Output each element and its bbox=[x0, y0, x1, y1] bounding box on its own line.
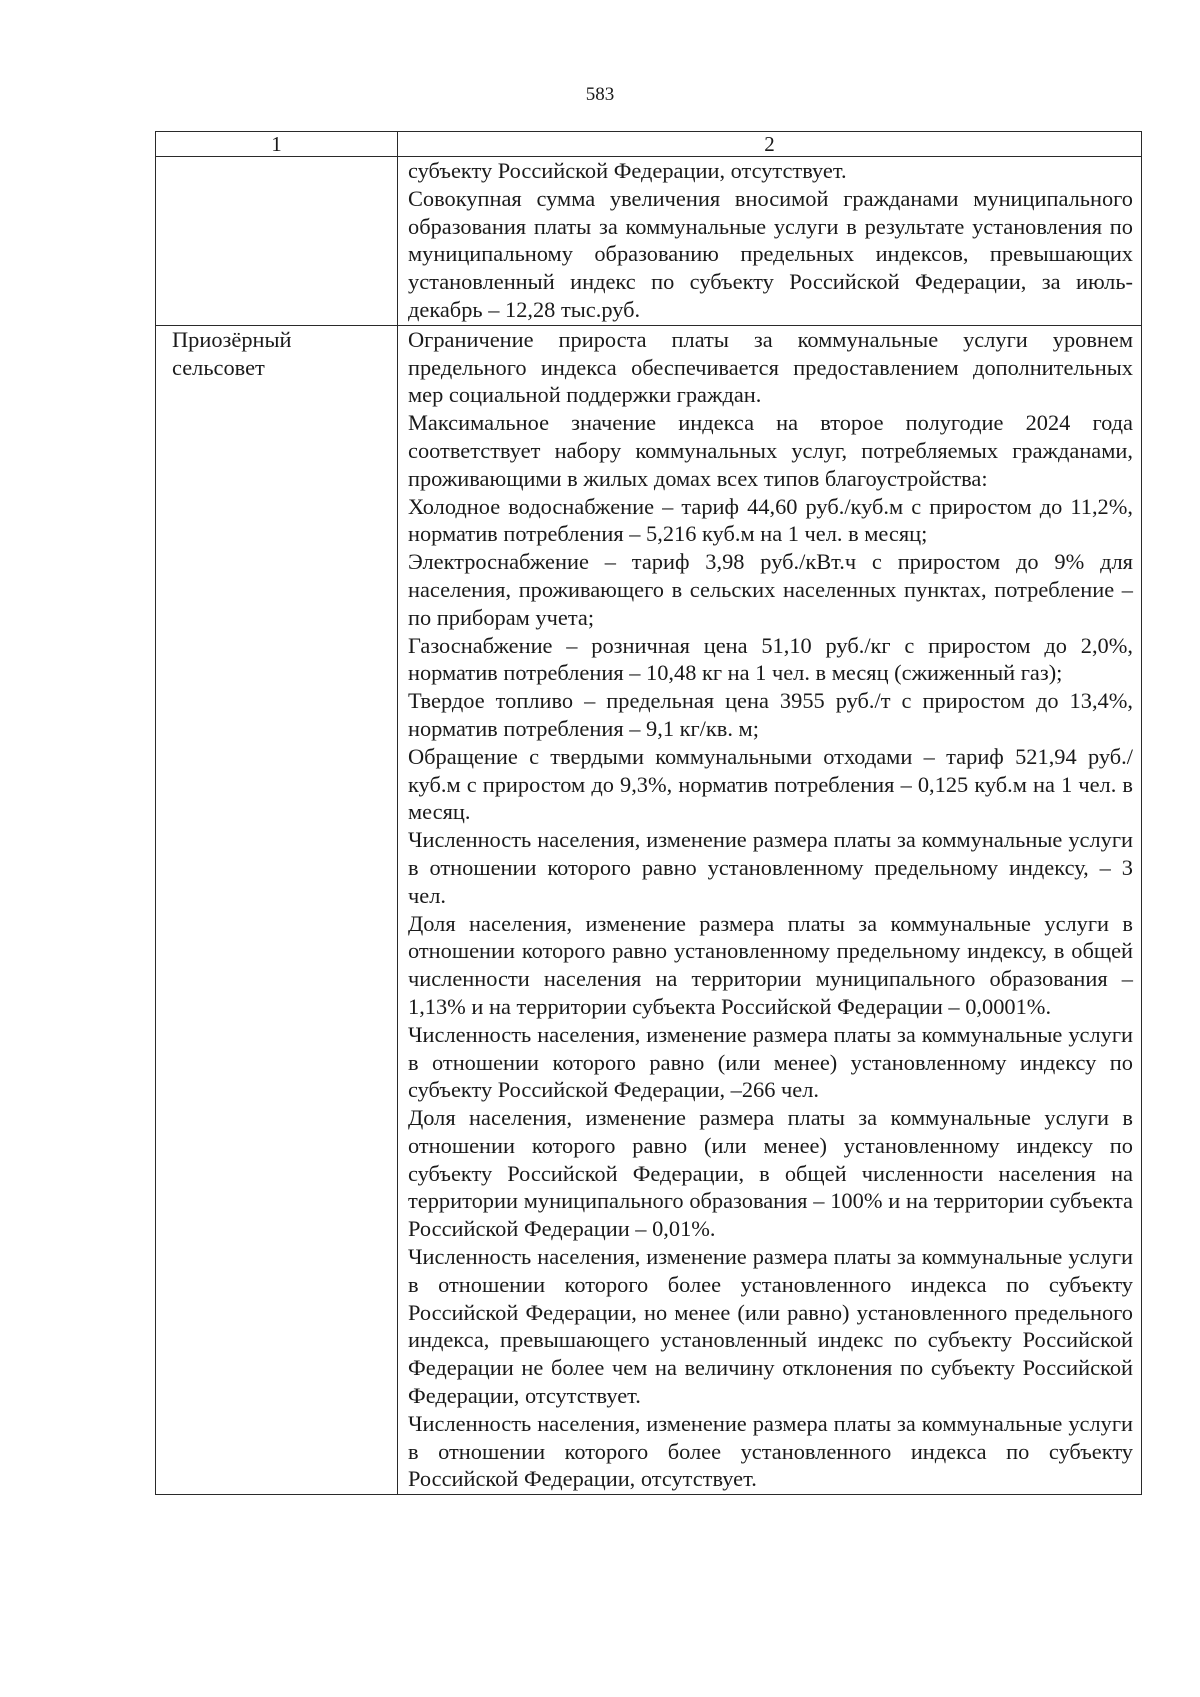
column-header-1: 1 bbox=[156, 132, 398, 157]
paragraph: Твердое топливо – предельная цена 3955 руб./т с приростом до 13,4%, норматив потребления – 9,1 кг/кв. м; bbox=[408, 688, 1133, 741]
paragraph: субъекту Российской Федерации, отсутствует. bbox=[408, 158, 847, 183]
column-header-2: 2 bbox=[398, 132, 1142, 157]
table-row bbox=[156, 157, 1142, 326]
description-cell bbox=[398, 325, 1142, 1494]
municipality-type-line: сельсовет bbox=[172, 354, 265, 380]
paragraph: Совокупная сумма увеличения вносимой гражданами муниципального образования платы за коммунальные услуги в результате установления по муниципальному образованию предельных индексов, превышающих установленный индекс по субъекту Российской Федерации, за июль-декабрь – 12,28 тыс.руб. bbox=[408, 185, 1133, 322]
municipality-cell bbox=[156, 325, 398, 1494]
paragraph: Численность населения, изменение размера платы за коммунальные услуги в отношении которого равно установленному предельному индексу, – 3 чел. bbox=[408, 827, 1133, 908]
municipality-cell bbox=[156, 157, 398, 326]
paragraph: Обращение с твердыми коммунальными отходами – тариф 521,94 руб./куб.м с приростом до 9,3%, норматив потребления – 0,125 куб.м на 1 чел. в месяц. bbox=[408, 743, 1133, 825]
paragraph: Численность населения, изменение размера платы за коммунальные услуги в отношении которого более установленного индекса по субъекту Российской Федерации, но менее (или равно) установленного предельного индекса, превышающего установленный индекс по субъекту Российской Федерации не более чем на величину отклонения по субъекту Российской Федерации, отсутствует. bbox=[408, 1244, 1133, 1409]
paragraph: Максимальное значение индекса на второе полугодие 2024 года соответствует набору коммунальных услуг, потребляемых гражданами, проживающими в жилых домах всех типов благоустройства: bbox=[408, 410, 1133, 491]
paragraph: Газоснабжение – розничная цена 51,10 руб./кг с приростом до 2,0%, норматив потребления – 10,48 кг на 1 чел. в месяц (сжиженный газ); bbox=[408, 632, 1133, 686]
page-number: 583 bbox=[585, 84, 615, 105]
paragraph: Холодное водоснабжение – тариф 44,60 руб./куб.м с приростом до 11,2%, норматив потребления – 5,216 куб.м на 1 чел. в месяц; bbox=[408, 493, 1133, 547]
table-header-row bbox=[156, 132, 1142, 157]
paragraph: Доля населения, изменение размера платы за коммунальные услуги в отношении которого равно (или менее) установленному индексу по субъекту Российской Федерации, в общей численности населения на территории муниципального образования – 100% и на территории субъекта Российской Федерации – 0,01%. bbox=[408, 1105, 1133, 1242]
table-row bbox=[156, 325, 1142, 1494]
paragraph: Численность населения, изменение размера платы за коммунальные услуги в отношении которого более установленного индекса по субъекту Российской Федерации, отсутствует. bbox=[408, 1410, 1133, 1492]
description-cell bbox=[398, 157, 1142, 326]
paragraph: Доля населения, изменение размера платы за коммунальные услуги в отношении которого равно установленному предельному индексу, в общей численности населения на территории муниципального образования – 1,13% и на территории субъекта Российской Федерации – 0,0001%. bbox=[408, 910, 1133, 1019]
municipality-name-line: Приозёрный bbox=[172, 326, 292, 352]
paragraph: Электроснабжение – тариф 3,98 руб./кВт.ч с приростом до 9% для населения, проживающего в сельских населенных пунктах, потребление – по приборам учета; bbox=[408, 549, 1133, 630]
data-table bbox=[155, 131, 1142, 1495]
paragraph: Ограничение прироста платы за коммунальные услуги уровнем предельного индекса обеспечивается предоставлением дополнительных мер социальной поддержки граждан. bbox=[408, 326, 1133, 408]
paragraph: Численность населения, изменение размера платы за коммунальные услуги в отношении которого равно (или менее) установленному индексу по субъекту Российской Федерации, –266 чел. bbox=[408, 1021, 1133, 1103]
